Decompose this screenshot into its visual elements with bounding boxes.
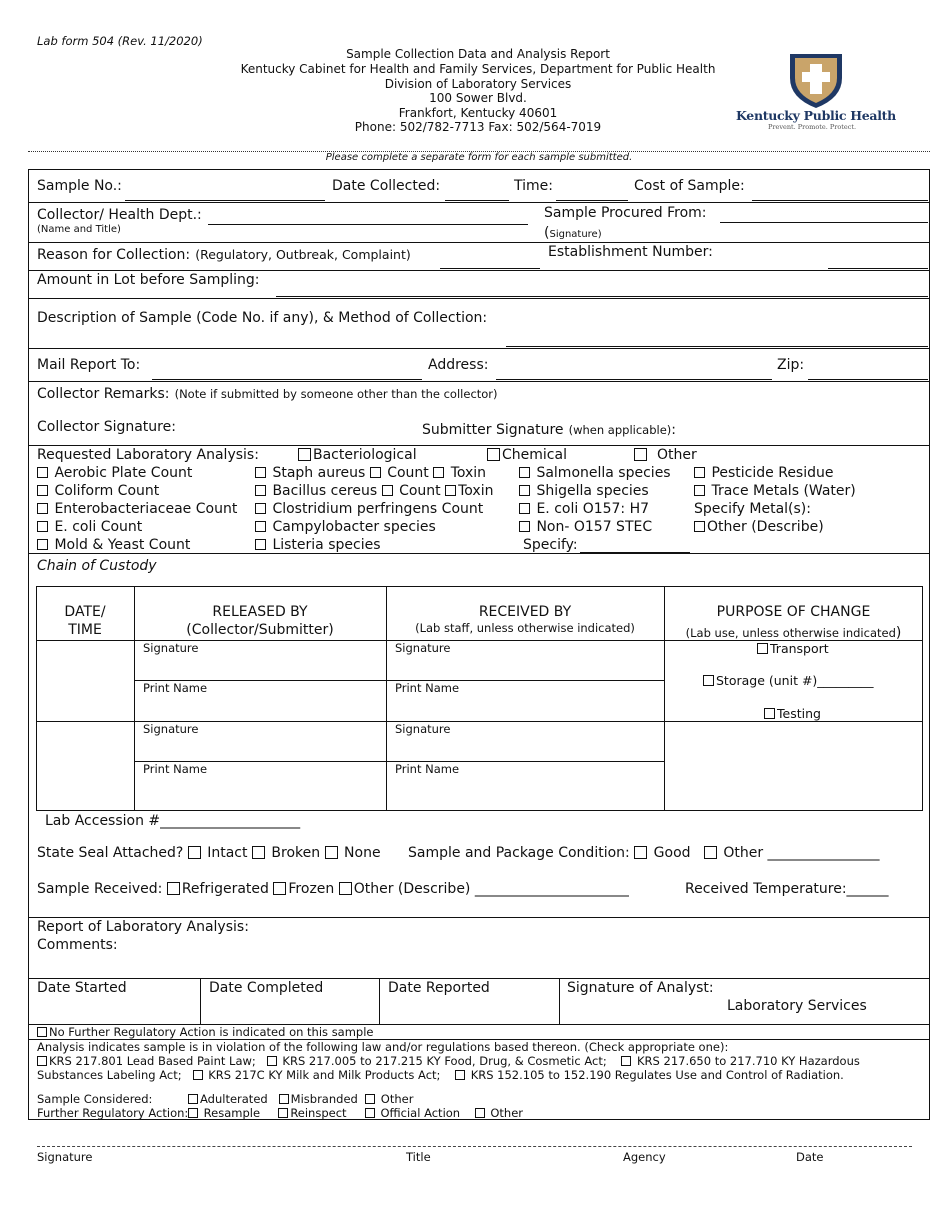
reason-hint: (Regulatory, Outbreak, Complaint) [195, 247, 411, 262]
mail-report-field[interactable] [152, 379, 422, 380]
instruction-text: Please complete a separate form for each sample submitted. [325, 152, 633, 163]
seal-label: State Seal Attached? [37, 845, 184, 861]
checkbox[interactable] [757, 643, 768, 654]
footer-date: Date [796, 1150, 824, 1164]
check-campylobacter[interactable]: Campylobacter species [255, 519, 436, 535]
comments-label: Comments: [37, 937, 118, 953]
signature-line[interactable] [37, 1146, 912, 1147]
check-chemical[interactable]: Chemical [487, 447, 567, 463]
checkbox-frozen[interactable] [273, 882, 286, 895]
col-date: DATE/ [64, 604, 106, 620]
checkbox-krs-217c[interactable] [193, 1070, 203, 1080]
further-label: Further Regulatory Action: [37, 1106, 189, 1120]
lab-accession[interactable]: Lab Accession #____________________ [45, 813, 301, 829]
footer-title: Title [406, 1150, 431, 1164]
date-reported[interactable]: Date Reported [388, 980, 490, 996]
check-non-o157[interactable]: Non- O157 STEC [519, 519, 652, 535]
sample-no-field[interactable] [125, 200, 325, 201]
checkbox-adulterated[interactable] [188, 1094, 198, 1104]
checkbox[interactable] [298, 448, 311, 461]
collector-label: Collector/ Health Dept.: [37, 207, 202, 223]
amount-field[interactable] [276, 296, 928, 297]
released-signature-1[interactable]: Signature [143, 641, 199, 655]
collector-signature-label: Collector Signature: [37, 419, 176, 435]
check-mold-yeast[interactable]: Mold & Yeast Count [37, 537, 190, 553]
condition-label: Sample and Package Condition: [408, 845, 630, 861]
check-bacillus[interactable]: Bacillus cereus Count Toxin [255, 483, 493, 499]
col-time: TIME [68, 622, 102, 638]
report-title: Report of Laboratory Analysis: [37, 919, 249, 935]
received-print-name-2[interactable]: Print Name [395, 762, 460, 776]
header-phone: Phone: 502/782-7713 Fax: 502/564-7019 [354, 120, 602, 134]
checkbox[interactable] [37, 521, 48, 532]
released-print-name-1[interactable]: Print Name [143, 681, 208, 695]
checkbox[interactable] [37, 467, 48, 478]
date-collected-label: Date Collected: [332, 178, 441, 194]
checkbox-received-other[interactable] [339, 882, 352, 895]
checkbox-krs-217005[interactable] [267, 1056, 277, 1066]
address-field[interactable] [496, 379, 772, 380]
specify-label: Specify: [523, 537, 578, 553]
zip-field[interactable] [808, 379, 928, 380]
check-no-action[interactable]: No Further Regulatory Action is indicated on this sample [37, 1025, 374, 1039]
check-shigella[interactable]: Shigella species [519, 483, 649, 499]
time-label: Time: [514, 178, 553, 194]
footer-agency: Agency [623, 1150, 666, 1164]
description-field[interactable] [506, 346, 928, 347]
checkbox[interactable] [519, 503, 530, 514]
kentucky-public-health-logo [734, 50, 898, 134]
shield-icon [734, 50, 898, 110]
logo-name: Kentucky Public Health [736, 108, 896, 123]
check-storage[interactable]: Storage (unit #)_________ [703, 673, 874, 688]
specify-metals-label: Specify Metal(s): [694, 501, 811, 517]
checkbox[interactable] [445, 485, 456, 496]
establishment-field[interactable] [828, 268, 928, 269]
checkbox[interactable] [694, 467, 705, 478]
check-coliform[interactable]: Coliform Count [37, 483, 159, 499]
checkbox[interactable] [382, 485, 393, 496]
lab-services-label: Laboratory Services [727, 998, 867, 1014]
checkbox[interactable] [255, 485, 266, 496]
header-city: Frankfort, Kentucky 40601 [398, 106, 558, 120]
checkbox[interactable] [519, 521, 530, 532]
checkbox-good[interactable] [634, 846, 647, 859]
checkbox[interactable] [487, 448, 500, 461]
received-signature-1[interactable]: Signature [395, 641, 451, 655]
analysis-label: Requested Laboratory Analysis: [37, 447, 259, 463]
checkbox[interactable] [519, 467, 530, 478]
checkbox-refrigerated[interactable] [167, 882, 180, 895]
address-label: Address: [428, 357, 489, 373]
check-staph[interactable]: Staph aureus Count Toxin [255, 465, 486, 481]
received-print-name-1[interactable]: Print Name [395, 681, 460, 695]
krs-row-1: KRS 217.801 Lead Based Paint Law; KRS 217.005 to 217.215 KY Food, Drug, & Cosmetic Act; KRS 217.650 to 217.710 KY Hazardous [37, 1054, 860, 1068]
check-other-describe[interactable]: Other (Describe) [694, 519, 824, 535]
date-started[interactable]: Date Started [37, 980, 127, 996]
received-row: Sample Received: Refrigerated Frozen Other (Describe) ______________________ [37, 881, 629, 897]
check-pesticide[interactable]: Pesticide Residue [694, 465, 834, 481]
released-print-name-2[interactable]: Print Name [143, 762, 208, 776]
checkbox[interactable] [634, 448, 647, 461]
checkbox-krs-217650[interactable] [621, 1056, 631, 1066]
checkbox[interactable] [519, 485, 530, 496]
considered-row: Adulterated Misbranded Other [188, 1092, 413, 1106]
reason-field[interactable] [440, 268, 540, 269]
remarks-hint: (Note if submitted by someone other than the collector) [174, 387, 498, 401]
check-aerobic[interactable]: Aerobic Plate Count [37, 465, 192, 481]
checkbox[interactable] [694, 521, 705, 532]
checkbox[interactable] [255, 521, 266, 532]
collector-hint: (Name and Title) [37, 224, 121, 235]
reason-label: Reason for Collection: [37, 247, 191, 263]
date-collected-field[interactable] [445, 200, 509, 201]
check-testing[interactable]: Testing [764, 706, 821, 721]
procured-from-field[interactable] [720, 222, 928, 223]
header-agency: Kentucky Cabinet for Health and Family Services, Department for Public Health [240, 62, 716, 76]
custody-title: Chain of Custody [37, 558, 157, 574]
received-temperature[interactable]: Received Temperature:______ [685, 881, 889, 897]
checkbox[interactable] [255, 539, 266, 550]
mail-report-label: Mail Report To: [37, 357, 141, 373]
cost-label: Cost of Sample: [634, 178, 745, 194]
checkbox-resample[interactable] [188, 1108, 198, 1118]
seal-row: State Seal Attached? Intact Broken None [37, 845, 381, 861]
submitter-signature-label: Submitter Signature [422, 422, 564, 438]
krs-row-2: Substances Labeling Act; KRS 217C KY Milk and Milk Products Act; KRS 152.105 to 152.190 Regulates Use and Control of Radiation. [37, 1068, 844, 1082]
checkbox[interactable] [37, 485, 48, 496]
col-received-sub: (Lab staff, unless otherwise indicated) [415, 621, 635, 635]
submitter-hint: (when applicable) [568, 423, 672, 437]
checkbox-intact[interactable] [188, 846, 201, 859]
procured-from-label: Sample Procured From: [544, 205, 707, 221]
considered-label: Sample Considered: [37, 1092, 153, 1106]
further-row: Resample Reinspect Official Action Other [188, 1106, 523, 1120]
procured-hint-paren: ( [544, 225, 550, 241]
header-division: Division of Laboratory Services [384, 77, 572, 91]
amount-label: Amount in Lot before Sampling: [37, 272, 260, 288]
col-purpose: PURPOSE OF CHANGE [716, 604, 871, 620]
received-label: Sample Received: [37, 881, 163, 897]
condition-row: Sample and Package Condition: Good Other ________________ [408, 845, 880, 861]
checkbox-krs-217801[interactable] [37, 1056, 47, 1066]
checkbox-broken[interactable] [252, 846, 265, 859]
remarks-label: Collector Remarks: [37, 386, 170, 402]
sample-no-label: Sample No.: [37, 178, 122, 194]
page-title: Sample Collection Data and Analysis Report [346, 47, 610, 61]
col-released: RELEASED BY [212, 604, 308, 620]
check-listeria[interactable]: Listeria species [255, 537, 381, 553]
checkbox[interactable] [255, 467, 266, 478]
checkbox-reinspect[interactable] [278, 1108, 288, 1118]
checkbox[interactable] [694, 485, 705, 496]
received-signature-2[interactable]: Signature [395, 722, 451, 736]
col-received: RECEIVED BY [478, 604, 572, 620]
zip-label: Zip: [777, 357, 805, 373]
checkbox-krs-152105[interactable] [455, 1070, 465, 1080]
checkbox[interactable] [37, 503, 48, 514]
col-purpose-sub: (Lab use, unless otherwise indicated [685, 626, 896, 640]
check-bacteriological[interactable]: Bacteriological [298, 447, 417, 463]
col-released-sub: (Collector/Submitter) [186, 622, 334, 638]
header-street: 100 Sower Blvd. [429, 91, 527, 105]
checkbox[interactable] [255, 503, 266, 514]
checkbox-considered-other[interactable] [365, 1094, 375, 1104]
check-clostridium[interactable]: Clostridium perfringens Count [255, 501, 483, 517]
checkbox-official-action[interactable] [365, 1108, 375, 1118]
collector-field[interactable] [208, 224, 528, 225]
released-signature-2[interactable]: Signature [143, 722, 199, 736]
checkbox-further-other[interactable] [475, 1108, 485, 1118]
checkbox[interactable] [764, 708, 775, 719]
check-transport[interactable]: Transport [757, 641, 829, 656]
checkbox-condition-other[interactable] [704, 846, 717, 859]
date-completed[interactable]: Date Completed [209, 980, 324, 996]
checkbox[interactable] [37, 1027, 47, 1037]
footer-signature: Signature [37, 1150, 93, 1164]
cost-field[interactable] [752, 200, 928, 201]
establishment-label: Establishment Number: [548, 244, 713, 260]
checkbox[interactable] [37, 539, 48, 550]
checkbox-misbranded[interactable] [279, 1094, 289, 1104]
check-salmonella[interactable]: Salmonella species [519, 465, 671, 481]
violation-text: Analysis indicates sample is in violation of the following law and/or regulations based thereon. (Check appropriate one): [37, 1040, 729, 1054]
check-ecoli-o157[interactable]: E. coli O157: H7 [519, 501, 649, 517]
description-label: Description of Sample (Code No. if any), & Method of Collection: [37, 310, 488, 326]
checkbox[interactable] [703, 675, 714, 686]
logo-tagline: Prevent. Promote. Protect. [768, 123, 857, 131]
check-ecoli[interactable]: E. coli Count [37, 519, 142, 535]
form-id: Lab form 504 (Rev. 11/2020) [37, 34, 203, 48]
procured-hint: Signature) [549, 229, 602, 240]
checkbox-none[interactable] [325, 846, 338, 859]
analyst-signature[interactable]: Signature of Analyst: [567, 980, 714, 996]
checkbox[interactable] [433, 467, 444, 478]
check-other-analysis[interactable]: Other [634, 447, 697, 463]
check-trace-metals[interactable]: Trace Metals (Water) [694, 483, 856, 499]
checkbox[interactable] [370, 467, 381, 478]
check-enterobacteriaceae[interactable]: Enterobacteriaceae Count [37, 501, 237, 517]
time-field[interactable] [556, 200, 628, 201]
